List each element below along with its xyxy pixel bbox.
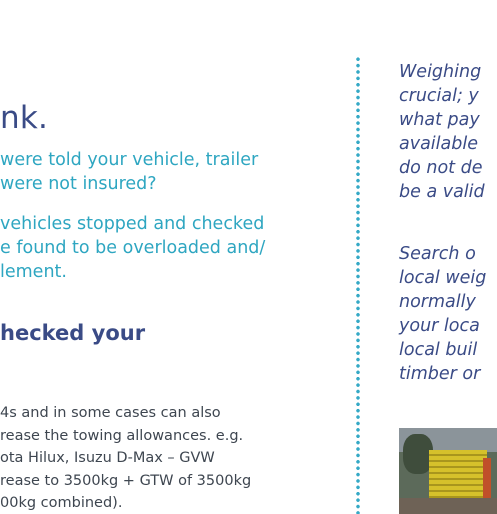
insurance-question [0, 148, 258, 196]
question-line: were told your vehicle, trailer [0, 150, 259, 170]
photo-ground [399, 498, 497, 514]
body-line: ota Hilux, Isuzu D-Max – GVW [0, 450, 215, 466]
search-line: Search o [399, 244, 476, 264]
statement-line: lement. [0, 262, 67, 282]
weighbridge-photo [399, 428, 497, 514]
search-line: normally [399, 292, 476, 312]
search-paragraph [399, 242, 486, 386]
weighing-line: available [399, 134, 478, 154]
weighing-line: be a valid [399, 182, 485, 202]
search-line: local weig [399, 268, 487, 288]
search-line: your loca [399, 316, 480, 336]
weighing-line: Weighing [399, 62, 482, 82]
overloaded-statement [0, 212, 265, 284]
weighing-line: crucial; y [399, 86, 479, 106]
statement-line: e found to be overloaded and/ [0, 238, 266, 258]
dotted-divider [356, 56, 360, 514]
body-line: 00kg combined). [0, 495, 123, 511]
body-line: rease the towing allowances. e.g. [0, 427, 244, 444]
weighing-line: do not de [399, 158, 483, 178]
body-line: 4s and in some cases can also [0, 405, 221, 421]
search-line: local buil [399, 340, 478, 360]
body-paragraph [0, 402, 251, 514]
question-line: were not insured? [0, 174, 157, 194]
search-line: timber or [399, 364, 481, 384]
weighing-line: what pay [399, 110, 480, 130]
weighing-paragraph [399, 60, 485, 204]
statement-line: vehicles stopped and checked [0, 214, 265, 234]
page-title-fragment: nk. [0, 100, 49, 136]
section-heading: hecked your [0, 321, 146, 345]
body-line: rease to 3500kg + GTW of 3500kg [0, 472, 252, 489]
